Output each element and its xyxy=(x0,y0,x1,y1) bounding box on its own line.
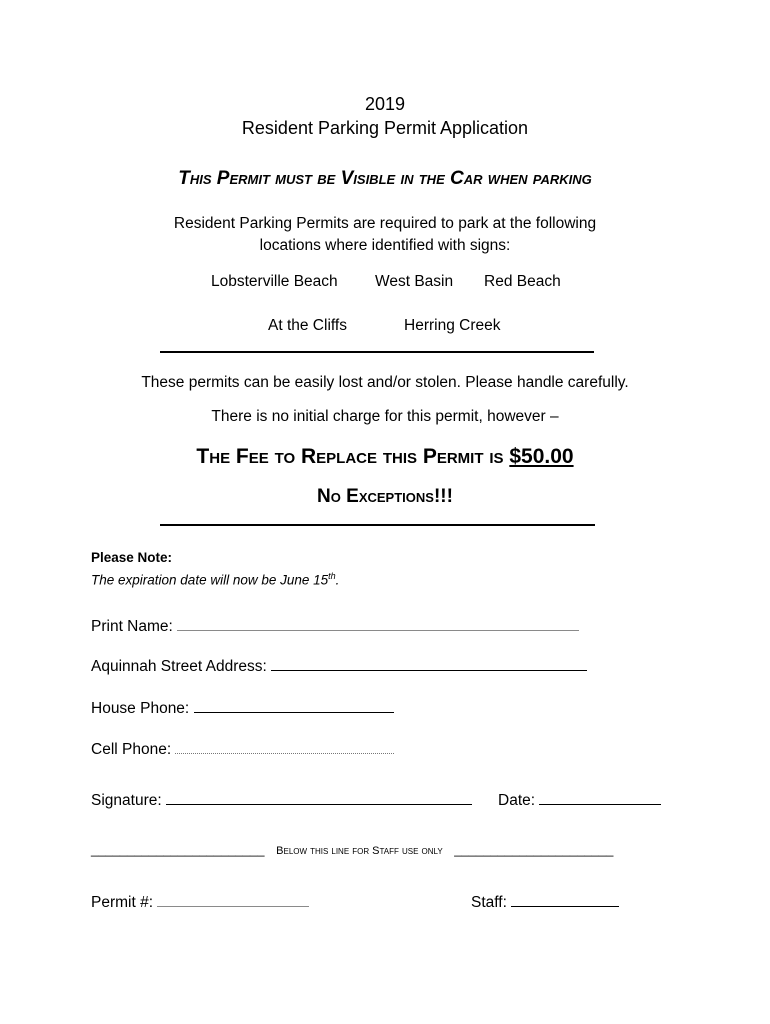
date-row xyxy=(498,790,661,810)
signature-label: Signature: xyxy=(91,792,162,809)
address-row xyxy=(91,656,587,676)
staff-divider-left: ________________________ xyxy=(91,842,265,857)
signature-field[interactable] xyxy=(166,790,472,805)
print-name-label: Print Name: xyxy=(91,618,173,635)
section-divider-top xyxy=(160,351,594,353)
no-exceptions-notice: No Exceptions!!! xyxy=(317,486,453,507)
cell-phone-field[interactable] xyxy=(175,739,394,754)
year-heading: 2019 xyxy=(364,94,406,114)
house-phone-field[interactable] xyxy=(194,698,394,713)
address-field[interactable] xyxy=(271,656,587,671)
location-red-beach: Red Beach xyxy=(484,273,561,290)
print-name-row xyxy=(91,616,579,636)
location-herring-creek: Herring Creek xyxy=(404,317,501,334)
section-divider-bottom xyxy=(160,524,595,526)
permit-number-row xyxy=(91,892,309,912)
address-label: Aquinnah Street Address: xyxy=(91,658,267,675)
staff-divider xyxy=(91,842,613,857)
house-phone-row xyxy=(91,698,394,718)
lost-warning: These permits can be easily lost and/or stolen. Please handle carefully. xyxy=(141,374,629,391)
note-end: . xyxy=(335,572,340,588)
staff-divider-right: ______________________ xyxy=(454,842,614,857)
intro-line-2: locations where identified with signs: xyxy=(259,237,511,254)
fee-text: The Fee to Replace this Permit is xyxy=(196,445,510,468)
date-field[interactable] xyxy=(539,790,661,805)
permit-number-label: Permit #: xyxy=(91,894,154,911)
permit-number-field[interactable] xyxy=(157,892,309,907)
staff-divider-text: Below this line for Staff use only xyxy=(276,845,443,857)
location-west-basin: West Basin xyxy=(375,273,454,290)
ordinal-suffix: th xyxy=(328,571,336,581)
replacement-fee-notice xyxy=(0,445,770,469)
location-at-the-cliffs: At the Cliffs xyxy=(268,317,347,334)
note-heading: Please Note: xyxy=(91,550,173,565)
staff-field[interactable] xyxy=(511,892,619,907)
fee-amount: $50.00 xyxy=(509,445,574,468)
staff-row xyxy=(471,892,619,912)
cell-phone-label: Cell Phone: xyxy=(91,741,172,758)
charge-notice: There is no initial charge for this permit, however – xyxy=(211,408,559,425)
intro-line-1: Resident Parking Permits are required to park at the following xyxy=(173,215,597,232)
staff-label: Staff: xyxy=(471,894,507,911)
visibility-notice: This Permit must be Visible in the Car when parking xyxy=(178,168,592,189)
location-lobsterville-beach: Lobsterville Beach xyxy=(211,273,338,290)
cell-phone-row xyxy=(91,739,394,759)
signature-row xyxy=(91,790,472,810)
date-label: Date: xyxy=(498,792,536,809)
note-text xyxy=(91,571,339,588)
expiration-note: The expiration date will now be June 15 xyxy=(91,572,329,588)
house-phone-label: House Phone: xyxy=(91,700,190,717)
form-title: Resident Parking Permit Application xyxy=(241,118,529,138)
print-name-field[interactable] xyxy=(177,616,579,631)
